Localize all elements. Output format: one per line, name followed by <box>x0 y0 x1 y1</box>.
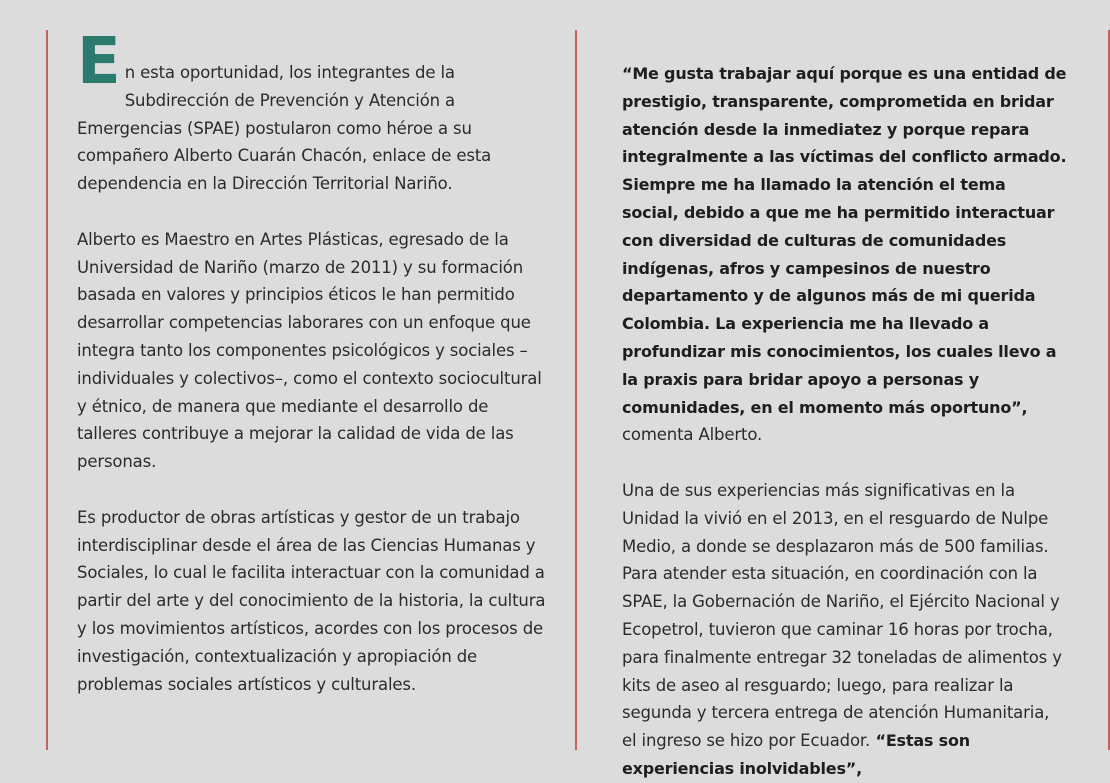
experience-quote: “Estas son experiencias inolvidables”, <box>622 731 970 778</box>
quote-attribution: comenta Alberto. <box>622 425 763 445</box>
experience-paragraph <box>622 477 1067 783</box>
middle-column-rule <box>575 30 577 750</box>
left-column-rule <box>46 30 48 750</box>
drop-cap: E <box>77 25 121 99</box>
experience-text: Una de sus experiencias más significativas en la Unidad la vivió en el 2013, en el resguardo de Nulpe Medio, a donde se desplazaron más de 500 familias. Para atender esta situación, en coordinación con la SPAE, la Gobernación de Nariño, el Ejército Nacional y Ecopetrol, tuvieron que caminar 16 horas por trocha, para finalmente entregar 32 toneladas de alimentos y kits de aseo al resguardo; luego, para realizar la segunda y tercera entrega de atención Humanitaria, el ingreso se hizo por Ecuador. <box>622 480 1062 751</box>
work-paragraph: Es productor de obras artísticas y gestor de un trabajo interdisciplinar desde el área de las Ciencias Humanas y Sociales, lo cual le facilita interactuar con la comunidad a partir del arte y del conocimiento de la historia, la cultura y los movimientos artísticos, acordes con los procesos de investigación, contextualización y apropiación de problemas sociales artísticos y culturales. <box>77 507 546 694</box>
left-column <box>77 25 547 698</box>
intro-text: n esta oportunidad, los integrantes de la Subdirección de Prevención y Atención a Emergencias (SPAE) postularon como héroe a su compañero Alberto Cuarán Chacón, enlace de esta dependencia en la Dirección Territorial Nariño. <box>77 63 492 194</box>
right-column <box>622 60 1067 783</box>
intro-paragraph <box>77 25 547 198</box>
quote-paragraph <box>622 60 1067 449</box>
pull-quote: “Me gusta trabajar aquí porque es una entidad de prestigio, transparente, comprometida en bridar atención desde la inmediatez y porque repara integralmente a las víctimas del conflicto armado. Siempre me ha llamado la atención el tema social, debido a que me ha permitido interactuar con diversidad de culturas de comunidades indígenas, afros y campesinos de nuestro departamento y de algunos más de mi querida Colombia. La experiencia me ha llevado a profundizar mis conocimientos, los cuales llevo a la praxis para bridar apoyo a personas y comunidades, en el momento más oportuno”, <box>622 64 1067 417</box>
biography-paragraph: Alberto es Maestro en Artes Plásticas, egresado de la Universidad de Nariño (marzo de 2011) y su formación basada en valores y principios éticos le han permitido desarrollar competencias laborares con un enfoque que integra tanto los componentes psicológicos y sociales –individuales y colectivos–, como el contexto sociocultural y étnico, de manera que mediante el desarrollo de talleres contribuye a mejorar la calidad de vida de las personas. <box>77 229 542 472</box>
